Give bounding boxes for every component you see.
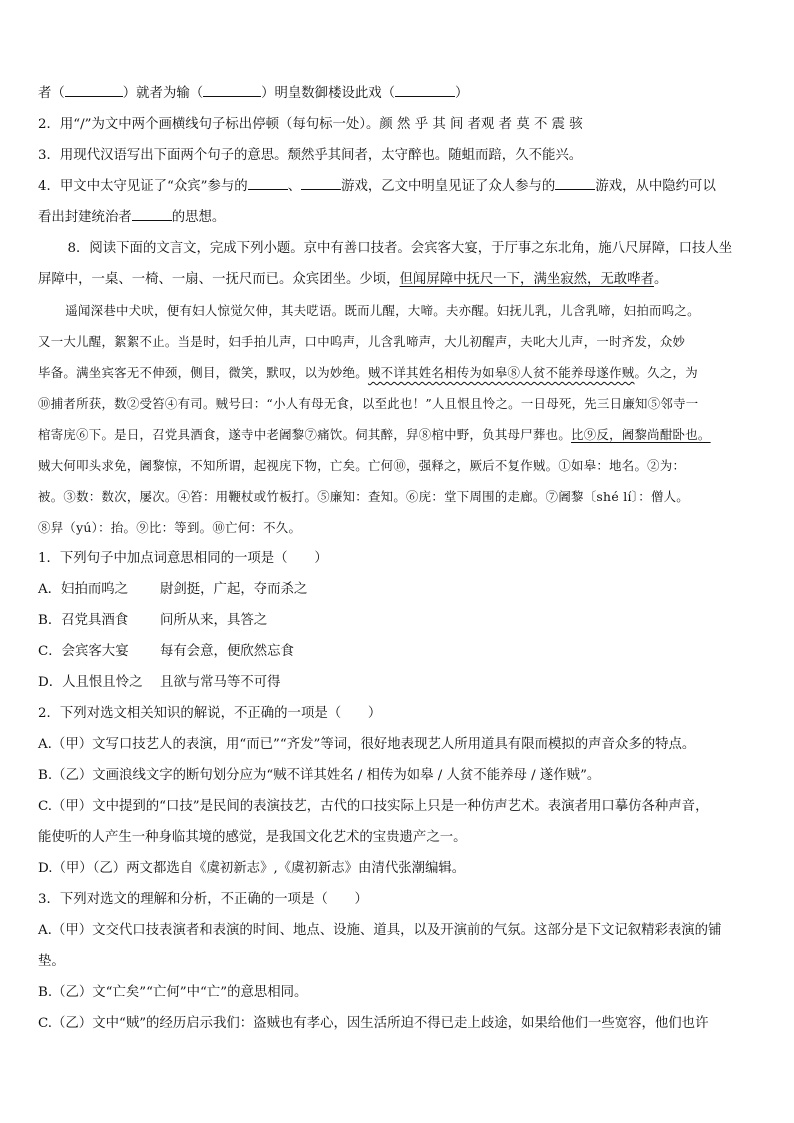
- wavy-underlined-sentence: 贼不详其姓名相传为如皋⑧人贫不能养母遂作贼: [367, 365, 635, 380]
- option-b[interactable]: B.（乙）文“亡矣”“亡何”中“亡”的意思相同。: [38, 985, 308, 1000]
- answer-blank[interactable]: [301, 176, 341, 190]
- passage-8-intro: 8．阅读下面的文言文，完成下列小题。京中有善口技者。会宾客大宴，于厅事之东北角，施八尺屏障，口技人坐: [67, 241, 733, 256]
- option-c[interactable]: C.（甲）文中提到的“口技”是民间的表演技艺，古代的口技实际上只是一种仿声艺术。表演者用口摹仿各种声音，: [38, 799, 709, 814]
- option-c[interactable]: C．会宾客大宴 每有会意，便欣然忘食: [38, 644, 294, 659]
- option-a-cont: 垫。: [38, 954, 65, 969]
- option-b[interactable]: B．召党具酒食 问所从来，具答之: [38, 613, 268, 628]
- question-4-cont: 看出封建统治者 的思想。: [38, 202, 760, 233]
- question-2: 2．用“/”为文中两个画横线句子标出停顿（每句标一处）。颜 然 乎 其 间 者观 者 莫 不 震 骇: [38, 117, 583, 132]
- option-b[interactable]: B.（乙）文画浪线文字的断句划分应为“贼不详其姓名 / 相传为如皋 / 人贫不能养母 / 遂作贼”。: [38, 768, 601, 783]
- option-d[interactable]: D.（甲）（乙）两文都选自《虞初新志》,《虞初新志》由清代张潮编辑。: [38, 861, 466, 876]
- subquestion-2: 2．下列对选文相关知识的解说，不正确的一项是（ ）: [38, 706, 382, 721]
- option-c[interactable]: C.（乙）文中“贼”的经历启示我们：盗贼也有孝心，因生活所迫不得已走上歧途，如果给他们一些宽容，他们也许: [38, 1016, 709, 1031]
- subquestion-3: 3．下列对选文的理解和分析，不正确的一项是（ ）: [38, 892, 368, 907]
- underlined-sentence: 但闻屏障中抚尺一下，满坐寂然，无敢哗者: [399, 272, 654, 287]
- question-4: 4．甲文中太守见证了“众宾”参与的 、 游戏，乙文中明皇见证了众人参与的 游戏，从中隐约可以: [38, 171, 760, 202]
- answer-blank[interactable]: [395, 83, 455, 97]
- annotation-line: ⑧舁（yú）：抬。⑨比：等到。⑩亡何：不久。: [38, 520, 302, 535]
- option-a[interactable]: A．妇拍而呜之 尉剑挺，广起，夺而杀之: [38, 582, 308, 597]
- passage-yi-line: 又一大儿醒，絮絮不止。当是时，妇手拍儿声，口中呜声，儿含乳啼声，大儿初醒声，夫叱大儿声，一时齐发，众妙: [38, 334, 686, 349]
- passage-yi-line: 棺寄庑⑥下。是日，召党具酒食，遂寺中老阇黎⑦痛饮。伺其醉，舁⑧棺中野，负其母尸葬也。比⑨反，阇黎尚酣卧也。: [38, 427, 711, 442]
- subquestion-1: 1．下列句子中加点词意思相同的一项是（ ）: [38, 551, 328, 566]
- option-d[interactable]: D．人且恨且怜之 且欲与常马等不可得: [38, 675, 281, 690]
- passage-yi-line: 遥闻深巷中犬吠，便有妇人惊觉欠伸，其夫呓语。既而儿醒，大啼。夫亦醒。妇抚儿乳，儿含乳啼，妇拍而呜之。: [65, 303, 700, 318]
- answer-blanks-line: 者（ ）就者为输（ ）明皇数御楼设此戏（ ）: [38, 78, 760, 109]
- option-a[interactable]: A.（甲）文交代口技表演者和表演的时间、地点、设施、道具，以及开演前的气氛。这部分是下文记叙精彩表演的铺: [38, 923, 722, 938]
- option-a[interactable]: A.（甲）文写口技艺人的表演，用“而已”“齐发”等词，很好地表现艺人所用道具有限而模拟的声音众多的特点。: [38, 737, 696, 752]
- document-body: [38, 78, 760, 1039]
- answer-blank[interactable]: [555, 176, 595, 190]
- answer-blank[interactable]: [65, 83, 123, 97]
- passage-8-intro-cont: 屏障中，一桌、一椅、一扇、一抚尺而已。众宾团坐。少顷，但闻屏障中抚尺一下，满坐寂然，无敢哗者。: [38, 272, 668, 287]
- annotation-line: 被。③数：数次，屡次。④笞：用鞭杖或竹板打。⑤廉知：查知。⑥庑：堂下周围的走廊。⑦阇黎〔shé lí〕：僧人。: [38, 489, 689, 504]
- passage-yi-line: 毕备。满坐宾客无不伸颈，侧目，微笑，默叹，以为妙绝。贼不详其姓名相传为如皋⑧人贫不能养母遂作贼。久之，为: [38, 365, 698, 380]
- answer-blank[interactable]: [203, 83, 261, 97]
- answer-blank[interactable]: [248, 176, 288, 190]
- answer-blank[interactable]: [132, 207, 172, 221]
- question-3: 3．用现代汉语写出下面两个句子的意思。颓然乎其间者，太守醉也。随蛆而踣，久不能兴。: [38, 148, 583, 163]
- underlined-sentence: 比⑨反，阇黎尚酣卧也。: [571, 427, 711, 442]
- passage-yi-line: 贼大何叩头求免，阇黎惊，不知所谓，起视庑下物，亡矣。亡何⑩，强释之，厥后不复作贼。①如皋：地名。②为：: [38, 458, 686, 473]
- passage-yi-line: ⑩捕者所获，数②受笞④有司。贼号曰：“小人有母无食，以至此也！”人且恨且怜之。一日母死，先三日廉知⑤邻寺一: [38, 396, 699, 411]
- option-c-cont: 能使听的人产生一种身临其境的感觉，是我国文化艺术的宝贵遗产之一。: [38, 830, 467, 845]
